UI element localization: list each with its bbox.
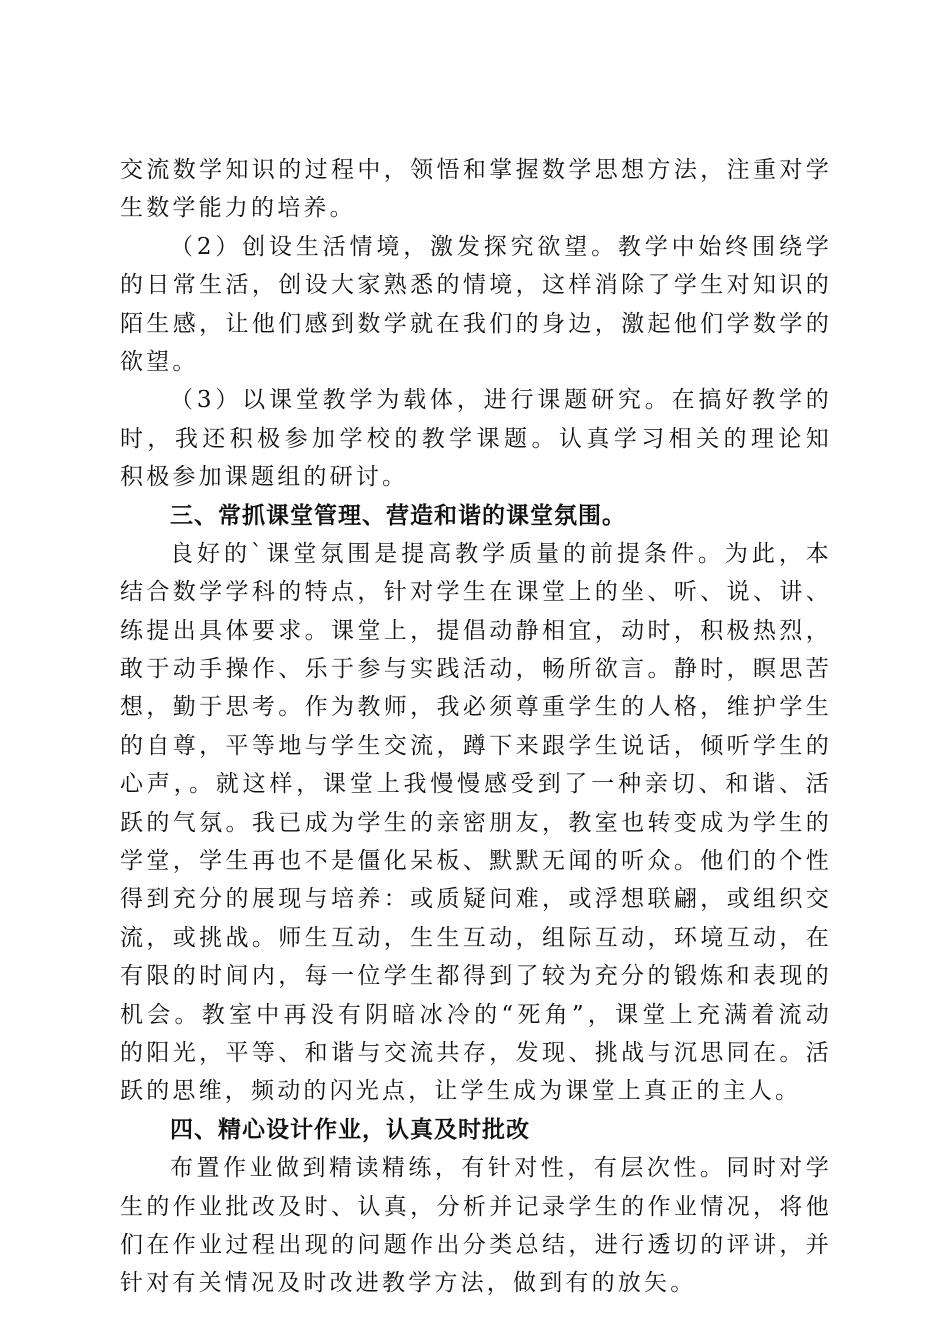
text-line: 积极参加课题组的研讨。 bbox=[120, 464, 409, 491]
paragraph-first-line: （3）以课堂教学为载体，进行课题研究。在搞好教学的 bbox=[170, 387, 832, 414]
text-line: 陌生感，让他们感到数学就在我们的身边，激起他们学数学的 bbox=[120, 310, 832, 337]
text-line: 学堂，学生再也不是僵化呆板、默默无闻的听众。他们的个性 bbox=[120, 848, 832, 875]
text-line: 时，我还积极参加学校的教学课题。认真学习相关的理论知 bbox=[120, 425, 832, 452]
text-line: 心声，。就这样，课堂上我慢慢感受到了一种亲切、和谐、活 bbox=[120, 771, 832, 798]
text-line: 欲望。 bbox=[120, 348, 199, 375]
paragraph-first-line: （2）创设生活情境，激发探究欲望。教学中始终围绕学 bbox=[170, 233, 832, 260]
text-line: 跃的思维，频动的闪光点，让学生成为课堂上真正的主人。 bbox=[120, 1078, 802, 1105]
text-line: 流，或挑战。师生互动，生生互动，组际互动，环境互动，在 bbox=[120, 924, 832, 951]
text-line: 有限的时间内，每一位学生都得到了较为充分的锻炼和表现的 bbox=[120, 963, 832, 990]
text-line: 的日常生活，创设大家熟悉的情境，这样消除了学生对知识的 bbox=[120, 272, 832, 299]
section-heading: 三、常抓课堂管理、营造和谐的课堂氛围。 bbox=[170, 502, 626, 529]
text-line: 的阳光，平等、和谐与交流共存，发现、挑战与沉思同在。活 bbox=[120, 1039, 832, 1066]
document-body bbox=[120, 151, 832, 1303]
text-line: 结合数学学科的特点，针对学生在课堂上的坐、听、说、讲、 bbox=[120, 579, 832, 606]
text-line: 生的作业批改及时、认真，分析并记录学生的作业情况，将他 bbox=[120, 1193, 832, 1220]
text-line: 跃的气氛。我已成为学生的亲密朋友，教室也转变成为学生的 bbox=[120, 809, 832, 836]
text-line: 得到充分的展现与培养：或质疑问难，或浮想联翩，或组织交 bbox=[120, 886, 832, 913]
text-line: 们在作业过程出现的问题作出分类总结，进行透切的评讲，并 bbox=[120, 1231, 832, 1258]
text-line: 针对有关情况及时改进教学方法，做到有的放矢。 bbox=[120, 1270, 697, 1297]
text-line: 想，勤于思考。作为教师，我必须尊重学生的人格，维护学生 bbox=[120, 694, 832, 721]
paragraph-first-line: 良好的`课堂氛围是提高教学质量的前提条件。为此，本 bbox=[170, 540, 832, 567]
paragraph-first-line: 布置作业做到精读精练，有针对性，有层次性。同时对学 bbox=[170, 1155, 832, 1182]
text-line: 交流数学知识的过程中，领悟和掌握数学思想方法，注重对学 bbox=[120, 157, 832, 183]
text-line: 生数学能力的培养。 bbox=[120, 195, 356, 222]
text-line: 机会。教室中再没有阴暗冰冷的“死角”，课堂上充满着流动 bbox=[120, 1001, 832, 1028]
text-line: 的自尊，平等地与学生交流，蹲下来跟学生说话，倾听学生的 bbox=[120, 732, 832, 759]
text-line: 练提出具体要求。课堂上，提倡动静相宜，动时，积极热烈， bbox=[120, 617, 832, 644]
text-line: 敢于动手操作、乐于参与实践活动，畅所欲言。静时，瞑思苦 bbox=[120, 656, 832, 683]
section-heading: 四、精心设计作业，认真及时批改 bbox=[170, 1116, 530, 1143]
